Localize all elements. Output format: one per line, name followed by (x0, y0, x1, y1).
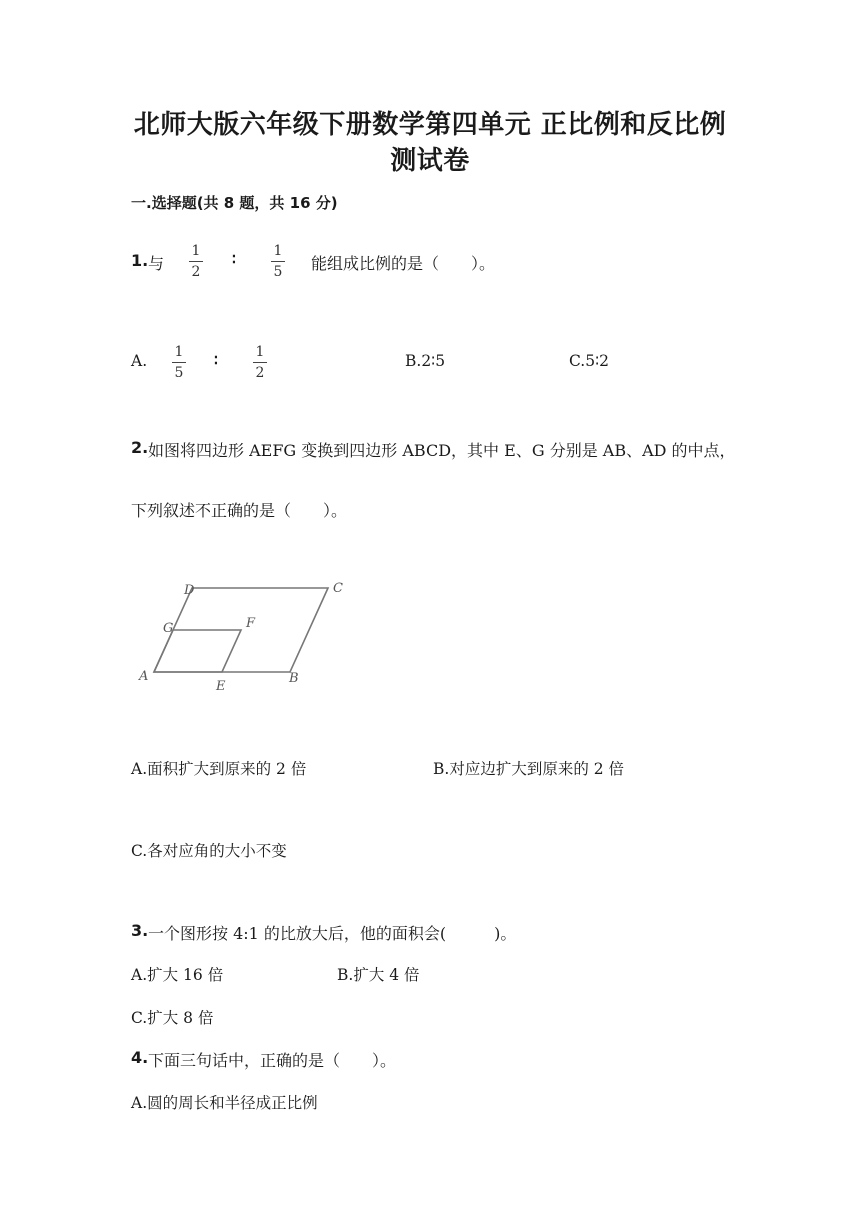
vertex-label-c: C (333, 581, 343, 596)
option-b[interactable]: B.扩大 4 倍 (337, 966, 420, 984)
question-text: 一个图形按 4:1 的比放大后，他的面积会( )。 (148, 924, 517, 943)
page-title-line1: 北师大版六年级下册数学第四单元 正比例和反比例 (133, 110, 727, 140)
page-title-line2: 测试卷 (390, 146, 470, 176)
section-heading: 一.选择题(共 8 题，共 16 分) (131, 194, 338, 212)
question-text: 下面三句话中，正确的是（ ）。 (148, 1051, 397, 1070)
option-c[interactable]: C.5∶2 (569, 352, 609, 370)
question-number: 2. (131, 438, 149, 457)
option-b[interactable]: B.对应边扩大到原来的 2 倍 (433, 760, 625, 778)
question-number: 3. (131, 921, 149, 940)
option-b[interactable]: B.2∶5 (405, 352, 446, 370)
fraction-one-fifth (172, 344, 186, 381)
fraction-denominator: 5 (174, 365, 184, 381)
quadrilateral-figure (130, 575, 360, 695)
question-number: 1. (131, 251, 149, 270)
fraction-bar (253, 362, 267, 363)
fraction-bar (172, 362, 186, 363)
option-c[interactable]: C.扩大 8 倍 (131, 1009, 214, 1027)
fraction-denominator: 2 (191, 264, 201, 280)
vertex-label-b: B (289, 671, 299, 686)
fraction-numerator: 1 (174, 344, 184, 360)
fraction-one-fifth (271, 243, 285, 280)
option-a[interactable]: A.面积扩大到原来的 2 倍 (131, 760, 307, 778)
quadrilateral-aefg (154, 630, 241, 672)
fraction-numerator: 1 (255, 344, 265, 360)
fraction-bar (189, 261, 203, 262)
fraction-bar (271, 261, 285, 262)
option-a[interactable]: A.扩大 16 倍 (131, 966, 224, 984)
fraction-one-half (253, 344, 267, 381)
ratio-colon: ∶ (214, 351, 218, 369)
option-a[interactable]: A.圆的周长和半径成正比例 (131, 1094, 318, 1112)
option-c[interactable]: C.各对应角的大小不变 (131, 842, 287, 860)
question-number: 4. (131, 1048, 149, 1067)
fraction-denominator: 2 (255, 365, 265, 381)
fraction-numerator: 1 (191, 243, 201, 259)
ratio-colon: ∶ (232, 250, 236, 268)
option-label: A. (131, 352, 148, 370)
fraction-numerator: 1 (273, 243, 283, 259)
vertex-label-e: E (216, 679, 226, 694)
fraction-denominator: 5 (273, 264, 283, 280)
vertex-label-g: G (163, 621, 174, 636)
vertex-label-f: F (246, 616, 256, 631)
fraction-one-half (189, 243, 203, 280)
question-text-line1: 如图将四边形 AEFG 变换到四边形 ABCD，其中 E、G 分别是 AB、AD 的中点， (148, 441, 736, 460)
question-prefix: 与 (148, 254, 165, 273)
vertex-label-a: A (139, 669, 149, 684)
question-text-line2: 下列叙述不正确的是（ ）。 (131, 501, 348, 520)
vertex-label-d: D (184, 583, 195, 598)
question-suffix: 能组成比例的是（ ）。 (311, 254, 496, 273)
